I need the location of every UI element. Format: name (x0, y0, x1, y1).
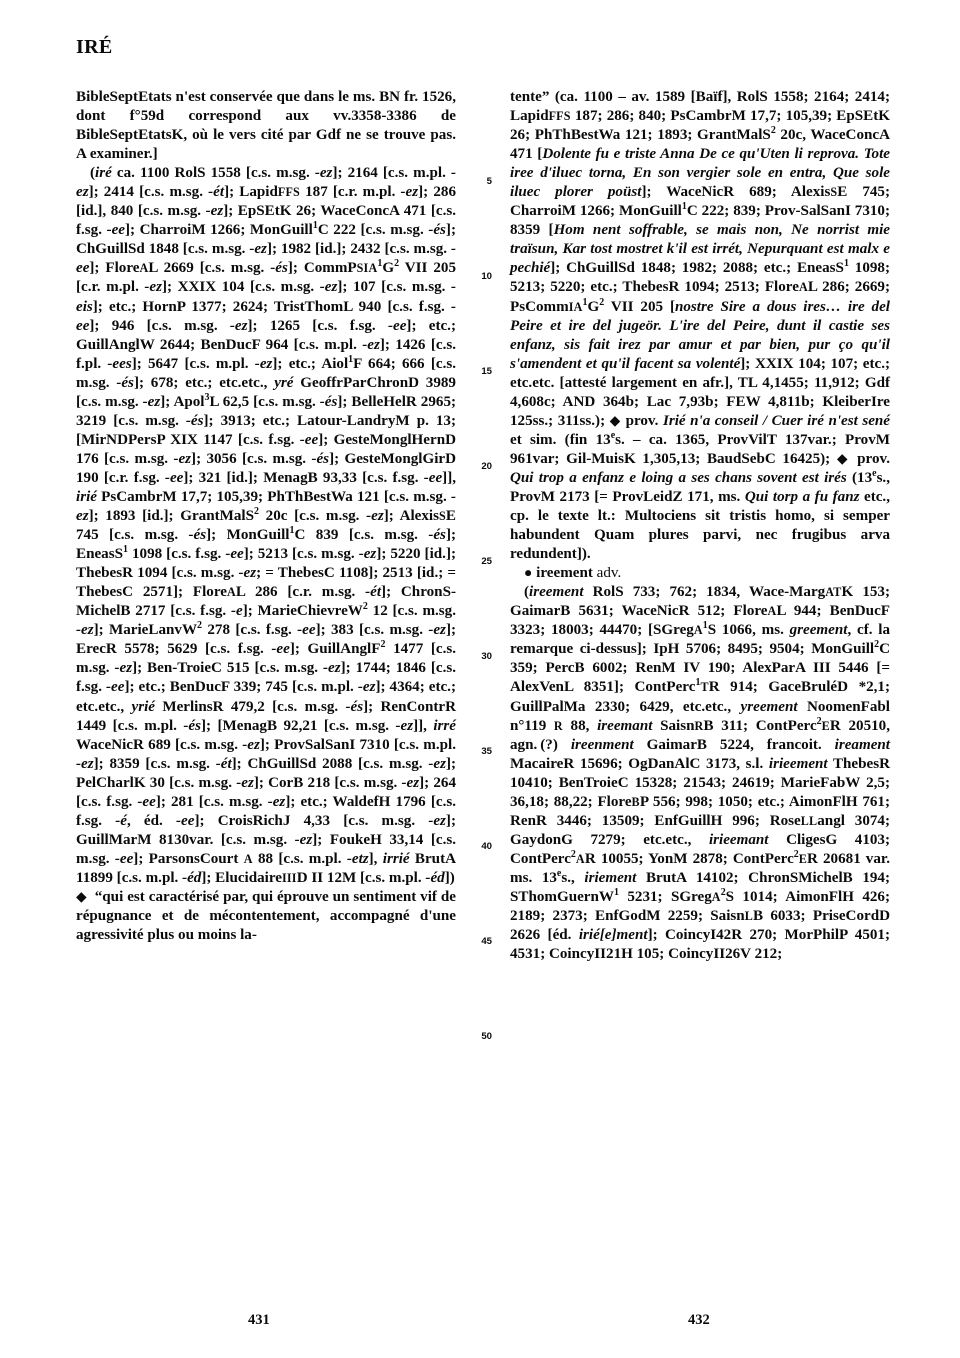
line-number: 30 (481, 651, 492, 662)
folio-number-left: 431 (248, 1312, 270, 1328)
circle-bullet-icon (524, 565, 532, 581)
line-number-margin (466, 88, 492, 1268)
diamond-bullet-icon (837, 451, 851, 467)
line-number: 45 (481, 936, 492, 947)
line-number: 50 (481, 1031, 492, 1042)
paragraph-attestations-ire: (iré ca. 1100 RolS 1558 [c.s. m.sg. -ez]; 2164 [c.s. m.pl. -ez]; 2414 [c.s. m.sg. -ét]; LapidFFS 187 [c.r. m.pl. -ez]; 286 [id.], 840 [c.s. m.sg. -ez]; EpSEtK 26; WaceConcA 471 [c.s. f.sg. -ee]; CharroiM 1266; MonGuill$^1$C 222 [c.s. m.sg. -és]; ChGuillSd 1848 [c.s. m.sg. -ez]; 1982 [id.]; 2432 [c.s. m.sg. -ee]; FloreAL 2669 [c.s. m.sg. -és]; $CommPSIA^1G^2$ VII 205 [c.r. m.pl. -ez]; XXIX 104 [c.s. m.sg. -ez]; 107 [c.s. m.sg. -eis]; etc.; HornP 1377; 2624; TristThomL 940 [c.s. f.sg. -ee]; 946 [c.s. m.sg. -ez]; 1265 [c.s. f.sg. -ee]; etc.; GuillAnglW 2644; BenDucF 964 [c.s. m.pl. -ez]; 1426 [c.s. f.pl. -ees]; 5647 [c.s. m.pl. -ez]; etc.; Aiol$^1$F 664; 666 [c.s. m.sg. -és]; 678; etc.; etc.etc., yré GeoffrParChronD 3989 [c.s. m.sg. -ez]; Apol$^3$L 62,5 [c.s. m.sg. -és]; BelleHelR 2965; 3219 [c.s. m.sg. -és]; 3913; etc.; Latour-LandryM p. 13; [MirNDPersP XIX 1147 [c.s. f.sg. -ee]; GesteMonglHernD 176 [c.s. m.sg. -ez]; 3056 [c.s. m.sg. -és]; GesteMonglGirD 190 [c.r. f.sg. -ee]; 321 [id.]; MenagB 93,33 [c.s. f.sg. -ee]], irié PsCambrM 17,7; 105,39; PhThBestWa 121 [c.s. m.sg. -ez]; 1893 [id.]; GrantMalS$^2$ 20c [c.s. m.sg. -ez]; AlexisSE 745 [c.s. m.sg. -és]; MonGuill$^1$C 839 [c.s. m.sg. -és]; EneasS$^1$ 1098 [c.s. f.sg. -ee]; 5213 [c.s. m.sg. -ez]; 5220 [id.]; ThebesR 1094 [c.s. m.sg. -ez; = ThebesC 1108]; 2513 [id.; = ThebesC 2571]; FloreAL 286 [c.r. m.sg. -ét]; ChronS-MichelB 2717 [c.s. f.sg. -e]; MarieChievreW$^2$ 12 [c.s. m.sg. -ez]; MarieLanvW$^2$ 278 [c.s. f.sg. -ee]; 383 [c.s. m.sg. -ez]; ErecR 5578; 5629 [c.s. f.sg. -ee]; GuillAnglF$^2$ 1477 [c.s. m.sg. -ez]; Ben-TroieC 515 [c.s. m.sg. -ez]; 1744; 1846 [c.s. f.sg. -ee]; etc.; BenDucF 339; 745 [c.s. m.pl. -ez]; 4364; etc.; etc.etc., yrié MerlinsR 479,2 [c.s. m.sg. -és]; RenContrR 1449 [c.s. m.pl. -és]; [MenagB 92,21 [c.s. m.sg. -ez]], irré WaceNicR 689 [c.s. m.sg. -ez]; ProvSalSanI 7310 [c.s. m.pl. -ez]; 8359 [c.s. m.sg. -ét]; ChGuillSd 2088 [c.s. m.sg. -ez]; PelCharlK 30 [c.s. m.sg. -ez]; CorB 218 [c.s. m.sg. -ez]; 264 [c.s. f.sg. -ee]; 281 [c.s. m.sg. -ez]; etc.; WaldefH 1796 [c.s. f.sg. -é, éd. -ee]; CroisRichJ 4,33 [c.s. m.sg. -ez]; GuillMarM 8130var. [c.s. m.sg. -ez]; FoukeH 33,14 [c.s. m.sg. -ee]; ParsonsCourt A 88 [c.s. m.pl. -etz], irrié BrutA 11899 [c.s. m.pl. -éd]; ElucidaireIIID II 12M [c.s. m.pl. -éd]) (76, 165, 457, 886)
line-number: 20 (481, 461, 492, 472)
paragraph-bibleseptetats-note: BibleSeptEtats n'est conservée que dans le ms. BN fr. 1526, dont f°59d correspond aux vv.3358-3386 de BibleSeptEtatsK, où le vers cité par Gdf ne se trouve pas. A examiner.] (76, 89, 456, 163)
diamond-bullet-icon (610, 413, 621, 429)
page-title: IRÉ (76, 36, 113, 58)
column-right (510, 88, 890, 964)
line-number: 15 (481, 366, 492, 377)
line-number: 35 (481, 746, 492, 757)
line-number: 10 (481, 271, 492, 282)
line-number: 40 (481, 841, 492, 852)
line-number: 5 (486, 176, 492, 187)
paragraph-attestations-ireement: (ireement RolS 733; 762; 1834, Wace-MargATK 153; GaimarB 5631; WaceNicR 512; FloreAL 944; BenDucF 3323; 18003; 44470; [SGregA$^1$S 1066, ms. greement, cf. la remarque ci-dessus]; IpH 5706; 8495; 9504; MonGuill$^2$C 359; PercB 6002; RenM IV 190; AlexParA III 5446 [= AlexVenL 8351]; ContPerc$^1$TR 914; GaceBruléD *2,1; GuillPalMa 2330; 6429, etc.etc., yreement NoomenFabl n°119 R 88, ireemant SaisnRB 311; ContPerc$^2$ER 20510, agn. (?) ireenment GaimarB 5224, francoit. ireament MacaireR 15696; OgDanAlC 3173, s.l. irieement ThebesR 10410; BenTroieC 15328; 21543; 24619; MarieFabW 2,5; 36,18; 88,22; FloreBP 556; 998; 1050; etc.; AimonFlH 761; RenR 3446; 13509; EnfGuillH 996; RoseLLangl 3074; GaydonG 7279; etc.etc., irieemant CligesG 4103; ContPerc$^2$AR 10055; YonM 2878; ContPerc$^2$ER 20681 var. ms. 13es., iriement BrutA 14102; ChronSMichelB 194; SThomGuernW$^1$ 5231; SGregA$^2$S 1014; AimonFlH 426; 2189; 2373; EnfGodM 2259; SaisnLB 6033; PriseCordD 2626 [éd. irié[e]ment]; CoincyI42R 270; MorPhilP 4501; 4531; CoincyII21H 105; CoincyII26V 212; (510, 584, 891, 963)
subentry-pos: adv. (596, 565, 622, 582)
subentry-headword: ireement (536, 565, 593, 582)
diamond-bullet-icon (76, 889, 87, 905)
column-left (76, 88, 456, 945)
paragraph-definition-1-continued: tente” (ca. 1100 – av. 1589 [Baïf], RolS 1558; 2164; 2414; LapidFFS 187; 286; 840; PsCambrM 17,7; 105,39; EpSEtK 26; PhThBestWa 121; 1893; GrantMalS$^2$ 20c, WaceConcA 471 [Dolente fu e triste Anna De ce qu'Uten li reprova. Tote iree d'iluec torna, En son vergier sole en entra, Que sole iluec plorer poüst]; WaceNicR 689; AlexisSE 745; CharroiM 1266; MonGuill$^1$C 222; 839; Prov-SalSanI 7310; 8359 [Hom nent soffrable, se mais non, Ne norrist mie traïsun, Kar tost mostret k'il est irrét, Nepurquant est malx e pechié]; ChGuillSd 1848; 1982; 2088; etc.; EneasS$^1$ 1098; 5213; 5220; etc.; ThebesR 1094; 2513; FloreAL 286; 2669; $PsCommIA^1G^2$ VII 205 [nostre Sire a dous ires… ire del Peire et ire del jugeör. L'ire del Peire, dunt il castie ses enfanz, sis fait irez par amur et par bien, pur ço qu'il s'amendent et qu'il facent sa volenté]; XXIX 104; 107; etc.; etc.etc. [attesté largement en afr.], TL 4,1455; 11,912; Gdf 4,608c; AND 364b; Lac 7,93b; FEW 4,811b; KleiberIre 125ss.; 311ss.); ◆ prov. Irié n'a conseil / Cuer iré n'est sené et sim. (fin 13es. – ca. 1365, ProvVilT 137var.; ProvM 961var; Gil-MuisK 1,305,13; BaudSebC 16425); ◆ prov. Qui trop a enfanz e loing a ses chans sovent est irés (13es., ProvM 2173 [= ProvLeidZ 171, ms. Qui torp a fu fanz etc., cp. le texte lt.: Multociens sit tristis homo, si semper habundent Quam plures parvi, nec frugibus arva redundent]). (510, 88, 890, 564)
subentry-ireement (510, 564, 890, 583)
line-number: 25 (481, 556, 492, 567)
folio-number-right: 432 (688, 1312, 710, 1328)
paragraph-definition-1: ◆ “qui est caractérisé par, qui éprouve un sentiment vif de répugnance et de mécontentement, accompagné d'une agressivité plus ou moins la- (76, 888, 456, 945)
